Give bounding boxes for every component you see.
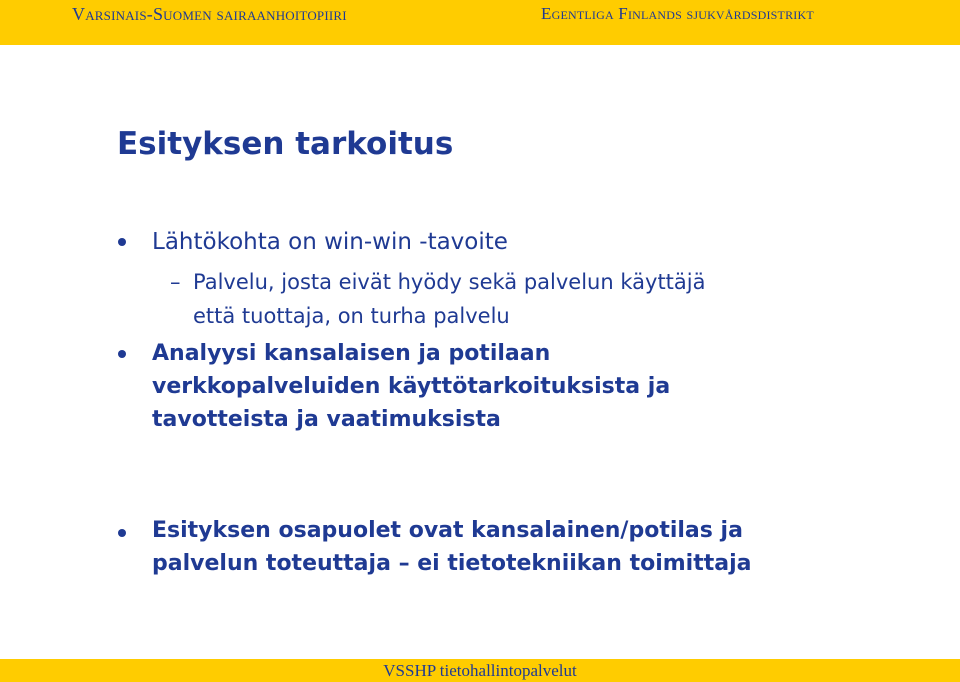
bullet-dot-2	[118, 350, 126, 358]
bullet-2-line-2: verkkopalveluiden käyttötarkoituksista ja	[152, 374, 671, 399]
sub-bullet-line-2: että tuottaja, on turha palvelu	[193, 304, 510, 328]
bullet-2-line-3: tavotteista ja vaatimuksista	[152, 407, 501, 432]
sub-bullet-line-1: Palvelu, josta eivät hyödy sekä palvelun käyttäjä	[193, 270, 706, 294]
bullet-dot-1	[118, 238, 126, 246]
slide-title: Esityksen tarkoitus	[117, 126, 454, 162]
org-name-swedish: Egentliga Finlands sjukvårdsdistrikt	[541, 4, 814, 23]
sub-bullet-dash: –	[170, 270, 181, 294]
bullet-2-line-1: Analyysi kansalaisen ja potilaan	[152, 341, 551, 366]
footer-text: VSSHP tietohallintopalvelut	[383, 661, 577, 680]
bullet-3-line-1: Esityksen osapuolet ovat kansalainen/potilas ja	[152, 518, 743, 543]
bullet-1-text: Lähtökohta on win-win -tavoite	[152, 229, 508, 255]
bullet-3-line-2: palvelun toteuttaja – ei tietotekniikan toimittaja	[152, 551, 752, 576]
org-name-finnish: Varsinais-Suomen sairaanhoitopiiri	[72, 4, 347, 24]
header-bar	[0, 0, 960, 45]
bullet-dot-3	[118, 529, 126, 537]
